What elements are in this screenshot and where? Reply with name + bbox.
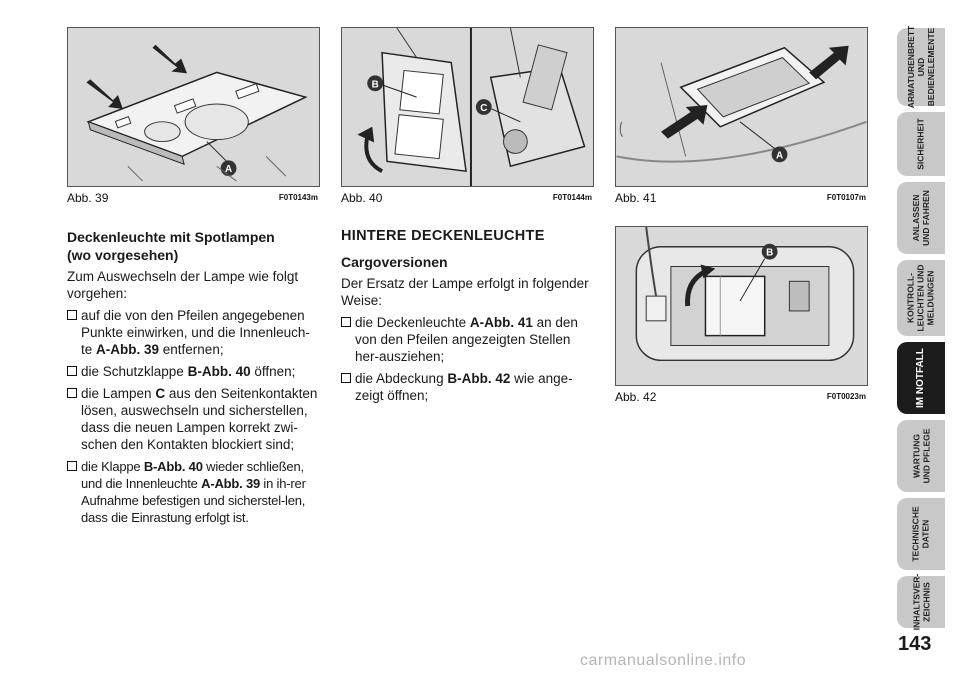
checkbox-bullet-icon: [67, 461, 77, 471]
left-heading-line2: (wo vorgesehen): [67, 247, 179, 263]
middle-instructions: [341, 314, 594, 404]
marker-a-39: A: [224, 164, 233, 176]
figure-40: [341, 27, 594, 187]
lamp-illustration-39: [68, 28, 319, 186]
caption-42: Abb. 42: [615, 390, 657, 404]
list-item: die Deckenleuchte A-Abb. 41 an den von den Pfeilen angezeigten Stellen her-ausziehen;: [341, 314, 594, 365]
caption-41: Abb. 41: [615, 191, 657, 205]
tab-technische-daten[interactable]: TECHNISCHE DATEN: [897, 498, 945, 570]
list-item: die Abdeckung B-Abb. 42 wie ange-zeigt öffnen;: [341, 370, 594, 404]
marker-a-41: A: [775, 150, 784, 162]
checkbox-bullet-icon: [67, 310, 77, 320]
checkbox-bullet-icon: [341, 317, 351, 327]
marker-b-40: B: [371, 79, 379, 91]
tab-inhaltsverzeichnis[interactable]: INHALTSVER- ZEICHNIS: [897, 576, 945, 628]
code-39: F0T0143m: [278, 193, 318, 202]
figure-41: [615, 27, 868, 187]
code-42: F0T0023m: [826, 392, 866, 401]
checkbox-bullet-icon: [341, 373, 351, 383]
checkbox-bullet-icon: [67, 388, 77, 398]
figure-42: [615, 226, 868, 386]
code-41: F0T0107m: [826, 193, 866, 202]
lamp-illustration-41: [616, 28, 867, 186]
lamp-illustration-42: [616, 227, 867, 385]
tab-anlassen[interactable]: ANLASSEN UND FAHREN: [897, 182, 945, 254]
left-instructions: [67, 307, 320, 526]
checkbox-bullet-icon: [67, 366, 77, 376]
lamp-illustration-40: [342, 28, 593, 186]
tab-im-notfall[interactable]: IM NOTFALL: [897, 342, 945, 414]
left-column: [67, 228, 320, 531]
figure-39: [67, 27, 320, 187]
tab-wartung[interactable]: WARTUNG UND PFLEGE: [897, 420, 945, 492]
middle-heading: HINTERE DECKENLEUCHTE: [341, 228, 545, 244]
left-intro: Zum Auswechseln der Lampe wie folgt vorgehen:: [67, 269, 299, 301]
tab-kontrollleuchten[interactable]: KONTROLL- LEUCHTEN UND MELDUNGEN: [897, 260, 945, 336]
marker-c-40: C: [480, 102, 488, 114]
list-item: die Lampen C aus den Seitenkontakten lösen, auswechseln und sicherstellen, dass die neuen Lampen korrekt zwi-schen den Kontakten blockiert sind;: [67, 385, 320, 453]
page-number: 143: [898, 633, 932, 655]
list-item: auf die von den Pfeilen angegebenen Punkte einwirken, und die Innenleuch-te A-Abb. 39 entfernen;: [67, 307, 320, 358]
list-item: die Klappe B-Abb. 40 wieder schließen, und die Innenleuchte A-Abb. 39 in ih-rer Aufnahme befestigen und sicherstel-len, dass die Einrastung erfolgt ist.: [67, 458, 320, 526]
list-item: die Schutzklappe B-Abb. 40 öffnen;: [67, 363, 320, 380]
middle-intro: Der Ersatz der Lampe erfolgt in folgender Weise:: [341, 276, 589, 308]
tab-armaturenbrett[interactable]: ARMATURENBRETT UND BEDIENELEMENTE: [897, 28, 945, 106]
tab-sicherheit[interactable]: SICHERHEIT: [897, 112, 945, 176]
caption-39: Abb. 39: [67, 191, 109, 205]
middle-subheading: Cargoversionen: [341, 254, 448, 270]
marker-b-42: B: [766, 247, 774, 259]
watermark: carmanualsonline.info: [580, 652, 747, 669]
middle-column: [341, 228, 594, 409]
caption-40: Abb. 40: [341, 191, 383, 205]
left-heading-line1: Deckenleuchte mit Spotlampen: [67, 229, 275, 245]
code-40: F0T0144m: [552, 193, 592, 202]
left-heading: [67, 228, 320, 264]
